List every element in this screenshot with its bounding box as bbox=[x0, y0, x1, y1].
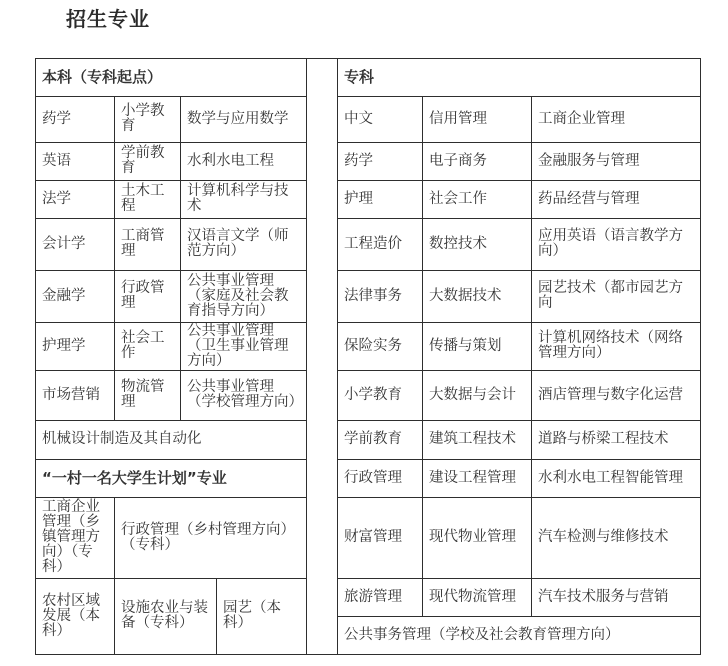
major-cell: 金融服务与管理 bbox=[538, 152, 640, 169]
major-cell: 现代物流管理 bbox=[429, 588, 516, 605]
table-border bbox=[35, 420, 307, 421]
table-border bbox=[337, 616, 701, 617]
major-cell: 酒店管理与数字化运营 bbox=[538, 386, 683, 403]
table-border bbox=[35, 58, 701, 59]
major-cell: 土木工程 bbox=[121, 183, 165, 214]
table-border bbox=[114, 497, 115, 655]
major-cell: 学前教育 bbox=[344, 431, 402, 447]
table-border bbox=[422, 96, 423, 617]
table-border bbox=[216, 578, 217, 655]
major-cell: 农村区域发展（本科） bbox=[42, 592, 100, 639]
major-cell: 药学 bbox=[344, 152, 373, 169]
table-border bbox=[35, 58, 36, 655]
major-cell: 工程造价 bbox=[344, 235, 402, 252]
major-cell: 数控技术 bbox=[429, 235, 487, 252]
major-cell: 道路与桥梁工程技术 bbox=[538, 431, 669, 447]
major-cell: 机械设计制造及其自动化 bbox=[42, 431, 202, 447]
table-border bbox=[35, 96, 307, 97]
major-cell: 工商管理 bbox=[121, 228, 165, 259]
major-cell: 水利水电工程 bbox=[187, 152, 274, 169]
major-cell: 设施农业与装备（专科） bbox=[121, 600, 208, 631]
table-border bbox=[35, 322, 307, 323]
table-border bbox=[35, 180, 307, 181]
major-cell: 行政管理（乡村管理方向）（专科） bbox=[121, 521, 295, 553]
major-cell: 会计学 bbox=[42, 235, 86, 252]
major-cell: 计算机科学与技术 bbox=[187, 183, 289, 214]
major-cell: 汽车检测与维修技术 bbox=[538, 529, 669, 545]
major-cell: 法律事务 bbox=[344, 287, 402, 304]
table-border bbox=[337, 370, 701, 371]
major-cell: 信用管理 bbox=[429, 110, 487, 127]
major-cell: 财富管理 bbox=[344, 529, 402, 545]
major-cell: 现代物业管理 bbox=[429, 529, 516, 545]
table-border bbox=[531, 96, 532, 617]
table-border bbox=[35, 218, 307, 219]
major-cell: 金融学 bbox=[42, 287, 86, 304]
table-border bbox=[35, 497, 307, 498]
major-cell: 护理学 bbox=[42, 337, 86, 354]
major-cell: 数学与应用数学 bbox=[187, 110, 289, 127]
table-border bbox=[35, 370, 307, 371]
table-border bbox=[337, 497, 701, 498]
major-cell: 学前教育 bbox=[121, 145, 165, 176]
table-border bbox=[337, 322, 701, 323]
major-cell: 公共事务管理（学校及社会教育管理方向） bbox=[344, 626, 620, 643]
major-cell: 药学 bbox=[42, 110, 71, 127]
major-cell: 电子商务 bbox=[429, 152, 487, 169]
village-plan-header: “一村一名大学生计划”专业 bbox=[42, 468, 227, 487]
table-border bbox=[337, 180, 701, 181]
table-border bbox=[306, 58, 307, 655]
major-cell: 旅游管理 bbox=[344, 588, 402, 605]
page-title: 招生专业 bbox=[66, 7, 150, 31]
table-border bbox=[35, 270, 307, 271]
major-cell: 建设工程管理 bbox=[429, 469, 516, 486]
major-cell: 汉语言文学（师范方向） bbox=[187, 228, 289, 259]
major-cell: 行政管理 bbox=[344, 469, 402, 486]
table-border bbox=[337, 420, 701, 421]
major-cell: 工商企业管理（乡镇管理方向）（专科） bbox=[42, 499, 100, 575]
table-border bbox=[337, 578, 701, 579]
major-cell: 工商企业管理 bbox=[538, 110, 625, 127]
major-cell: 计算机网络技术（网络管理方向） bbox=[538, 330, 683, 361]
table-border bbox=[337, 270, 701, 271]
major-cell: 护理 bbox=[344, 190, 373, 207]
major-cell: 汽车技术服务与营销 bbox=[538, 588, 669, 605]
major-cell: 水利水电工程智能管理 bbox=[538, 469, 683, 486]
major-cell: 保险实务 bbox=[344, 337, 402, 354]
major-cell: 大数据与会计 bbox=[429, 386, 516, 403]
undergrad-header: 本科（专科起点） bbox=[42, 67, 163, 86]
major-cell: 社会工作 bbox=[429, 190, 487, 207]
table-border bbox=[337, 96, 701, 97]
major-cell: 园艺技术（都市园艺方向 bbox=[538, 280, 683, 311]
major-cell: 小学教育 bbox=[344, 386, 402, 403]
junior-college-header: 专科 bbox=[344, 67, 375, 86]
major-cell: 行政管理 bbox=[121, 280, 165, 311]
major-cell: 英语 bbox=[42, 152, 71, 169]
major-cell: 小学教育 bbox=[121, 103, 165, 134]
major-cell: 传播与策划 bbox=[429, 337, 502, 354]
major-cell: 园艺（本科） bbox=[223, 600, 281, 631]
major-cell: 社会工作 bbox=[121, 330, 165, 361]
table-border bbox=[35, 578, 307, 579]
major-cell: 药品经营与管理 bbox=[538, 190, 640, 207]
major-cell: 法学 bbox=[42, 190, 71, 207]
table-border bbox=[337, 142, 701, 143]
major-cell: 建筑工程技术 bbox=[429, 431, 516, 447]
major-cell: 物流管理 bbox=[121, 379, 165, 410]
table-border bbox=[35, 459, 307, 460]
major-cell: 公共事业管理（学校管理方向） bbox=[187, 379, 303, 410]
major-cell: 应用英语（语言教学方向） bbox=[538, 228, 683, 259]
major-cell: 公共事业管理（家庭及社会教育指导方向） bbox=[187, 272, 289, 319]
major-cell: 大数据技术 bbox=[429, 287, 502, 304]
major-cell: 公共事业管理（卫生事业管理方向） bbox=[187, 322, 289, 369]
major-cell: 中文 bbox=[344, 110, 373, 127]
table-border bbox=[180, 96, 181, 421]
table-border bbox=[337, 459, 701, 460]
table-border bbox=[700, 58, 701, 655]
table-border bbox=[337, 58, 338, 655]
table-border bbox=[35, 654, 701, 655]
table-border bbox=[114, 96, 115, 421]
table-border bbox=[337, 218, 701, 219]
table-border bbox=[35, 142, 307, 143]
major-cell: 市场营销 bbox=[42, 386, 100, 403]
